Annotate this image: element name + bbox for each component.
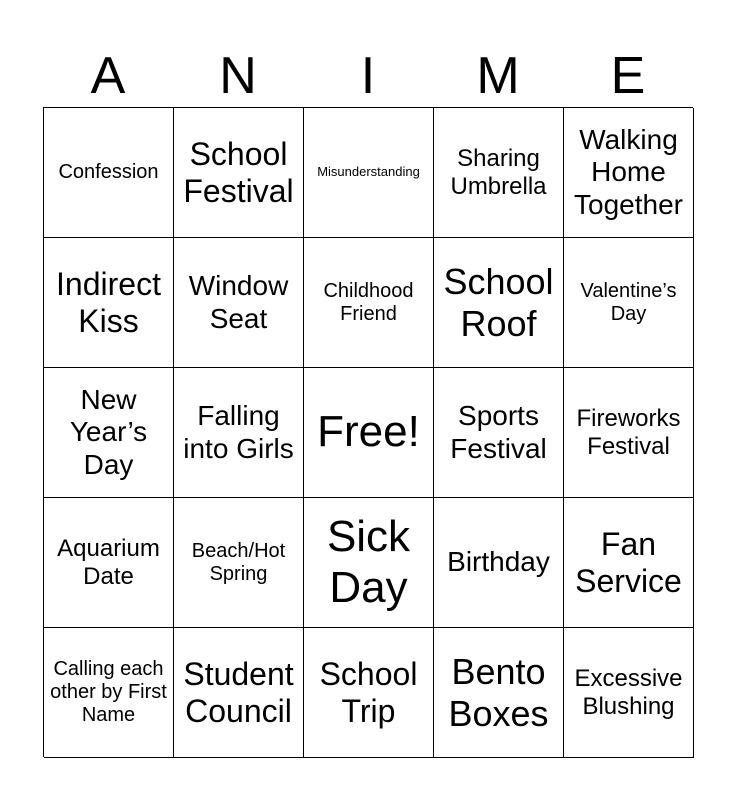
free-space-text: Free! bbox=[317, 407, 420, 457]
bingo-cell[interactable] bbox=[434, 108, 564, 238]
cell-text: Sick Day bbox=[326, 511, 411, 612]
bingo-cell[interactable] bbox=[564, 628, 694, 758]
bingo-cell[interactable] bbox=[434, 368, 564, 498]
header-letter-a: A bbox=[90, 47, 126, 105]
cell-text: Excessive Blushing bbox=[574, 664, 683, 720]
cell-text: School Roof bbox=[443, 261, 554, 344]
free-space-cell[interactable] bbox=[304, 368, 434, 498]
header-letter-m: M bbox=[476, 47, 520, 105]
bingo-cell[interactable] bbox=[174, 238, 304, 368]
cell-text: Fan Service bbox=[575, 525, 682, 599]
cell-text: Falling into Girls bbox=[183, 400, 294, 464]
bingo-cell[interactable] bbox=[434, 498, 564, 628]
bingo-cell[interactable] bbox=[174, 108, 304, 238]
cell-text: Sports Festival bbox=[450, 400, 547, 464]
bingo-cell[interactable] bbox=[564, 368, 694, 498]
header-letter-e: E bbox=[610, 47, 646, 105]
bingo-cell[interactable] bbox=[44, 628, 174, 758]
cell-text: Beach/Hot Spring bbox=[191, 539, 286, 585]
bingo-cell[interactable] bbox=[304, 628, 434, 758]
cell-text: Calling each other by First Name bbox=[50, 658, 167, 726]
bingo-cell[interactable] bbox=[44, 498, 174, 628]
cell-text: Student Council bbox=[183, 655, 294, 729]
bingo-board bbox=[43, 107, 693, 757]
bingo-cell[interactable] bbox=[44, 108, 174, 238]
cell-text: School Festival bbox=[183, 135, 294, 209]
bingo-cell[interactable] bbox=[174, 498, 304, 628]
cell-text: New Year’s Day bbox=[69, 384, 148, 480]
header-letter-n: N bbox=[219, 47, 257, 105]
bingo-header bbox=[43, 48, 693, 104]
cell-text: Walking Home Together bbox=[574, 124, 683, 220]
cell-text: Aquarium Date bbox=[57, 534, 160, 590]
cell-text: Indirect Kiss bbox=[56, 265, 161, 339]
header-letter-i: I bbox=[360, 47, 376, 105]
bingo-cell[interactable] bbox=[434, 628, 564, 758]
cell-text: Misunderstanding bbox=[317, 164, 420, 180]
cell-text: Valentine’s Day bbox=[580, 279, 677, 325]
cell-text: Fireworks Festival bbox=[576, 404, 681, 460]
bingo-cell[interactable] bbox=[304, 498, 434, 628]
bingo-cell[interactable] bbox=[434, 238, 564, 368]
bingo-cell[interactable] bbox=[44, 238, 174, 368]
cell-text: Birthday bbox=[447, 546, 550, 578]
bingo-cell[interactable] bbox=[174, 368, 304, 498]
cell-text: Window Seat bbox=[188, 270, 289, 334]
bingo-cell[interactable] bbox=[564, 498, 694, 628]
cell-text: School Trip bbox=[319, 655, 418, 729]
bingo-cell[interactable] bbox=[44, 368, 174, 498]
bingo-cell[interactable] bbox=[304, 108, 434, 238]
cell-text: Childhood Friend bbox=[323, 279, 414, 325]
bingo-cell[interactable] bbox=[564, 238, 694, 368]
cell-text: Confession bbox=[58, 161, 159, 183]
bingo-cell[interactable] bbox=[174, 628, 304, 758]
bingo-cell[interactable] bbox=[304, 238, 434, 368]
bingo-cell[interactable] bbox=[564, 108, 694, 238]
cell-text: Bento Boxes bbox=[448, 651, 549, 734]
cell-text: Sharing Umbrella bbox=[450, 144, 547, 200]
